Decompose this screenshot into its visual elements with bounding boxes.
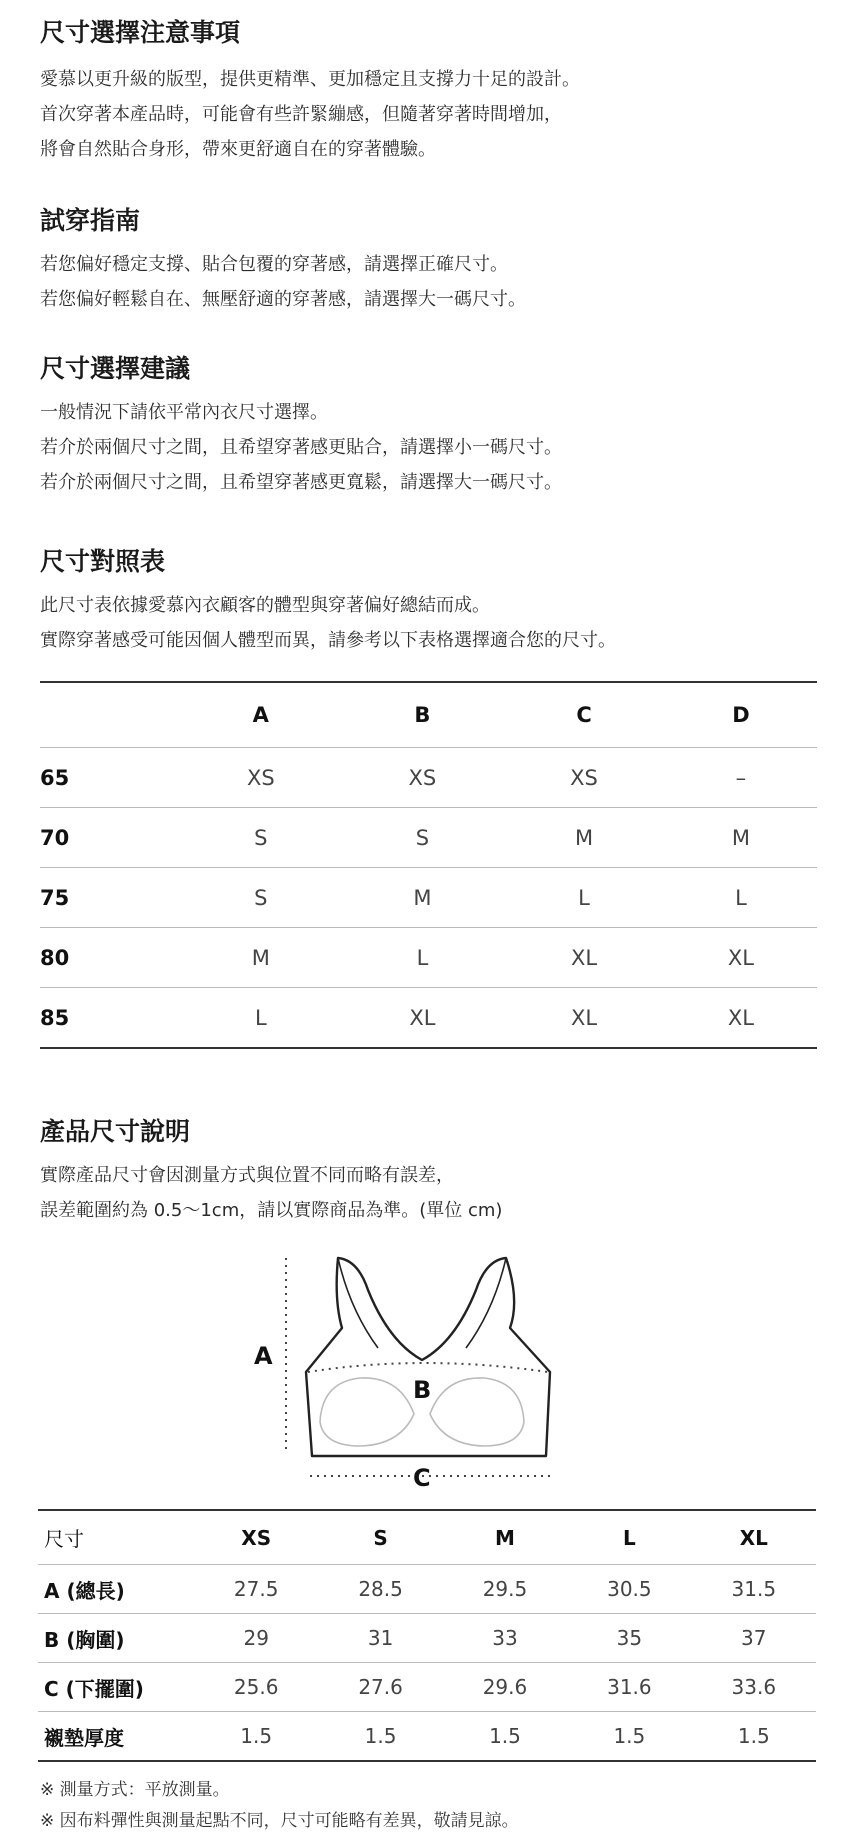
size-notes-title: 尺寸選擇注意事項: [40, 18, 241, 47]
table-row: [40, 868, 817, 928]
band-size: 65: [40, 765, 70, 790]
measure-header-size: 尺寸: [44, 1527, 84, 1551]
label-b: B: [413, 1376, 432, 1404]
measure-header-xl: XL: [739, 1525, 768, 1550]
measure-cell: 33.6: [731, 1675, 777, 1699]
size-chart-title: 尺寸對照表: [40, 547, 166, 576]
band-size: 80: [40, 945, 70, 970]
size-advice-line: 若介於兩個尺寸之間，且希望穿著感更貼合，請選擇小一碼尺寸。: [40, 437, 562, 458]
product-measurement-table: [38, 1509, 816, 1762]
size-cell: XL: [409, 1005, 436, 1030]
fitting-guide-line: 若您偏好穩定支撐、貼合包覆的穿著感，請選擇正確尺寸。: [40, 254, 508, 275]
table-row: [38, 1712, 816, 1762]
band-size: 75: [40, 885, 70, 910]
measure-cell: 29.6: [482, 1675, 528, 1699]
measure-cell: 31.6: [607, 1675, 652, 1699]
measure-row-label: A (總長): [44, 1578, 125, 1603]
size-cell: S: [254, 825, 268, 850]
size-advice-line: 一般情況下請依平常內衣尺寸選擇。: [40, 402, 328, 423]
measure-cell: 1.5: [364, 1724, 397, 1748]
size-cell: XS: [408, 765, 437, 790]
measure-cell: 29: [243, 1626, 269, 1650]
measure-cell: 27.6: [358, 1675, 403, 1699]
size-cell: M: [413, 885, 432, 910]
table-row: [40, 808, 817, 868]
size-cell: M: [731, 825, 750, 850]
footnote-line: ※ 測量方式：平放測量。: [40, 1780, 230, 1800]
size-notes-line: 將會自然貼合身形，帶來更舒適自在的穿著體驗。: [40, 139, 436, 160]
fitting-guide-line: 若您偏好輕鬆自在、無壓舒適的穿著感，請選擇大一碼尺寸。: [40, 289, 526, 310]
product-size-section: [40, 1115, 814, 1228]
size-cell: L: [578, 885, 590, 910]
measure-cell: 28.5: [358, 1577, 403, 1601]
size-chart-header-blank: [40, 682, 180, 748]
size-cell: XS: [246, 765, 275, 790]
measure-cell: 33: [492, 1626, 518, 1650]
size-cell: S: [254, 885, 268, 910]
table-row: [38, 1614, 816, 1663]
measure-header-row: [38, 1510, 816, 1565]
size-chart-line: 此尺寸表依據愛慕內衣顧客的體型與穿著偏好總結而成。: [40, 595, 490, 616]
band-size: 85: [40, 1005, 70, 1030]
product-size-line: 誤差範圍約為 0.5～1cm，請以實際商品為準。(單位 cm): [40, 1200, 503, 1221]
measure-row-label: 襯墊厚度: [44, 1725, 124, 1750]
measure-header-xs: XS: [241, 1525, 272, 1550]
size-advice-title: 尺寸選擇建議: [40, 354, 191, 383]
size-cell: L: [254, 1005, 267, 1030]
table-row: [38, 1565, 816, 1614]
size-cell: XL: [570, 945, 598, 970]
measure-cell: 31: [367, 1626, 394, 1650]
measure-cell: 1.5: [737, 1724, 770, 1748]
measure-cell: 29.5: [482, 1577, 528, 1601]
size-cell: XS: [570, 765, 598, 790]
size-chart-table: [40, 681, 817, 1049]
fitting-guide-section: [40, 204, 814, 317]
table-row: [40, 988, 817, 1049]
size-chart-header-row: [40, 682, 817, 748]
size-cell: M: [574, 825, 594, 850]
cup-header-b: B: [414, 703, 431, 727]
size-notes-line: 愛慕以更升級的版型，提供更精準、更加穩定且支撐力十足的設計。: [40, 69, 580, 90]
measure-cell: 25.6: [233, 1675, 279, 1699]
bra-measurement-diagram: [250, 1250, 570, 1495]
measure-header-s: S: [373, 1525, 388, 1550]
label-c: C: [413, 1464, 431, 1492]
size-cell: L: [735, 885, 747, 910]
measure-row-label: B (胸圍): [44, 1627, 125, 1652]
footnotes: [40, 1775, 519, 1837]
measure-header-m: M: [495, 1525, 515, 1550]
size-cell: XL: [727, 1005, 754, 1030]
band-size: 70: [40, 825, 70, 850]
measure-cell: 30.5: [607, 1577, 652, 1601]
size-cell: XL: [570, 1005, 598, 1030]
label-a: A: [254, 1342, 273, 1370]
measure-cell: 35: [616, 1626, 643, 1650]
size-cell: M: [251, 945, 270, 970]
measure-cell: 27.5: [233, 1577, 279, 1601]
measure-cell: 1.5: [613, 1724, 646, 1748]
cup-header-d: D: [732, 703, 750, 727]
bra-outline-illustration: [250, 1250, 570, 1495]
measure-row-label: C (下擺圍): [44, 1676, 144, 1701]
cup-header-a: A: [252, 703, 269, 727]
table-row: [40, 748, 817, 808]
size-advice-section: [40, 352, 814, 500]
size-chart-section: [40, 545, 814, 658]
measure-cell: 1.5: [240, 1724, 273, 1748]
size-cell: –: [735, 765, 747, 790]
measure-cell: 37: [741, 1626, 767, 1650]
size-advice-line: 若介於兩個尺寸之間，且希望穿著感更寬鬆，請選擇大一碼尺寸。: [40, 472, 562, 493]
footnote-line: ※ 因布料彈性與測量起點不同，尺寸可能略有差異，敬請見諒。: [40, 1811, 519, 1831]
fitting-guide-title: 試穿指南: [40, 206, 141, 235]
size-cell: S: [415, 825, 430, 850]
measure-header-l: L: [622, 1525, 636, 1550]
size-chart-line: 實際穿著感受可能因個人體型而異，請參考以下表格選擇適合您的尺寸。: [40, 630, 616, 651]
table-row: [40, 928, 817, 988]
product-size-title: 產品尺寸說明: [40, 1117, 191, 1146]
cup-header-c: C: [576, 703, 592, 727]
size-notes-line: 首次穿著本產品時，可能會有些許緊繃感，但隨著穿著時間增加，: [40, 104, 562, 125]
table-row: [38, 1663, 816, 1712]
product-size-line: 實際產品尺寸會因測量方式與位置不同而略有誤差，: [40, 1165, 454, 1186]
size-cell: XL: [727, 945, 754, 970]
size-notes-section: [40, 16, 814, 167]
measure-cell: 31.5: [731, 1577, 777, 1601]
size-cell: L: [416, 945, 429, 970]
measure-cell: 1.5: [489, 1724, 521, 1748]
